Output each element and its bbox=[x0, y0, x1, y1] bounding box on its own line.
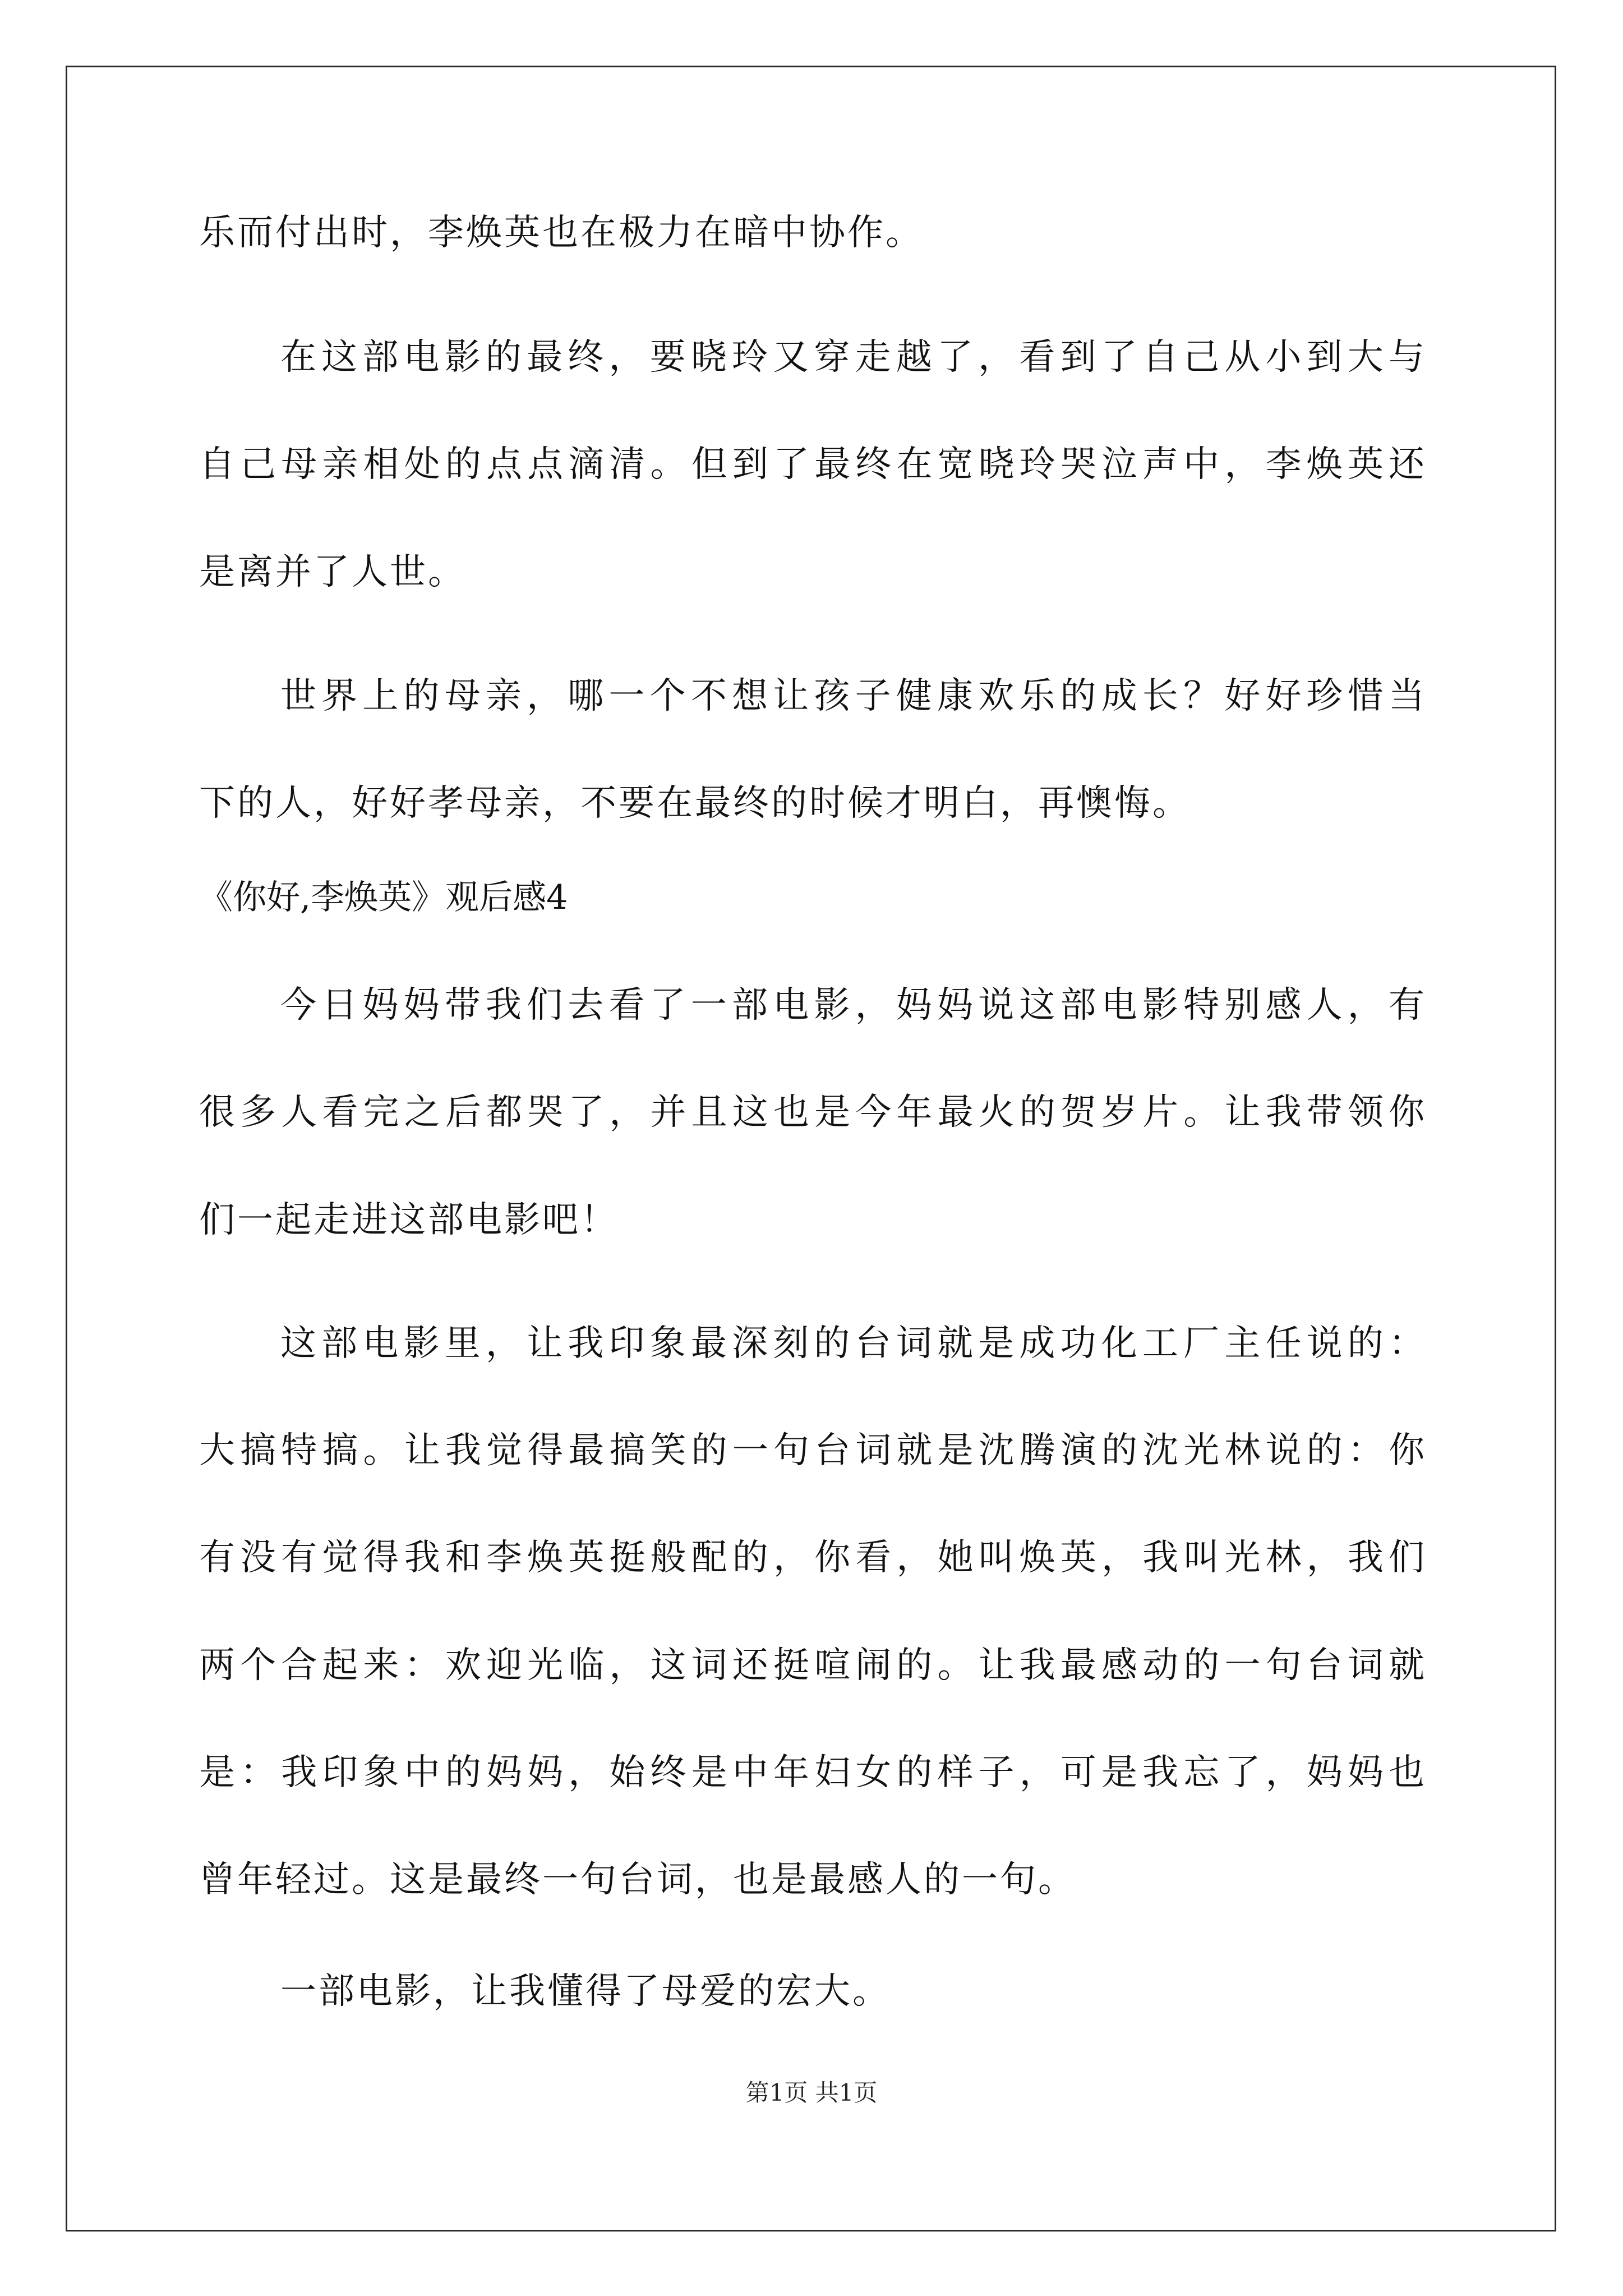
paragraph-line: 世界上的母亲，哪一个不想让孩子健康欢乐的成长？好好珍惜当 bbox=[280, 675, 1424, 717]
paragraph-line: 自己母亲相处的点点滴清。但到了最终在宽晓玲哭泣声中，李焕英还 bbox=[199, 444, 1424, 485]
paragraph-line: 是：我印象中的妈妈，始终是中年妇女的样子，可是我忘了，妈妈也 bbox=[199, 1752, 1424, 1793]
paragraph-line: 在这部电影的最终，要晓玲又穿走越了，看到了自己从小到大与 bbox=[280, 337, 1424, 378]
paragraph-line: 是离并了人世。 bbox=[199, 551, 466, 593]
paragraph-line: 这部电影里，让我印象最深刻的台词就是成功化工厂主任说的： bbox=[280, 1323, 1424, 1364]
paragraph-line: 一部电影，让我懂得了母爱的宏大。 bbox=[280, 1971, 891, 2012]
page-border bbox=[66, 66, 1556, 2231]
section-heading: 《你好,李焕英》观后感4 bbox=[199, 878, 568, 917]
paragraph-line: 们一起走进这部电影吧！ bbox=[199, 1199, 619, 1241]
paragraph-line: 今日妈妈带我们去看了一部电影，妈妈说这部电影特别感人，有 bbox=[280, 984, 1424, 1026]
paragraph-line: 下的人，好好孝母亲，不要在最终的时候才明白，再懊悔。 bbox=[199, 783, 1191, 824]
paragraph-line: 大搞特搞。让我觉得最搞笑的一句台词就是沈腾演的沈光林说的：你 bbox=[199, 1430, 1424, 1471]
paragraph-line: 有没有觉得我和李焕英挺般配的，你看，她叫焕英，我叫光林，我们 bbox=[199, 1537, 1424, 1579]
paragraph-line: 乐而付出时，李焕英也在极力在暗中协作。 bbox=[199, 212, 924, 254]
page-number: 第1页 共1页 bbox=[745, 2079, 878, 2106]
paragraph-line: 曾年轻过。这是最终一句台词，也是最感人的一句。 bbox=[199, 1859, 1076, 1901]
paragraph-line: 很多人看完之后都哭了，并且这也是今年最火的贺岁片。让我带领你 bbox=[199, 1092, 1424, 1133]
paragraph-line: 两个合起来：欢迎光临，这词还挺喧闹的。让我最感动的一句台词就 bbox=[199, 1645, 1424, 1686]
